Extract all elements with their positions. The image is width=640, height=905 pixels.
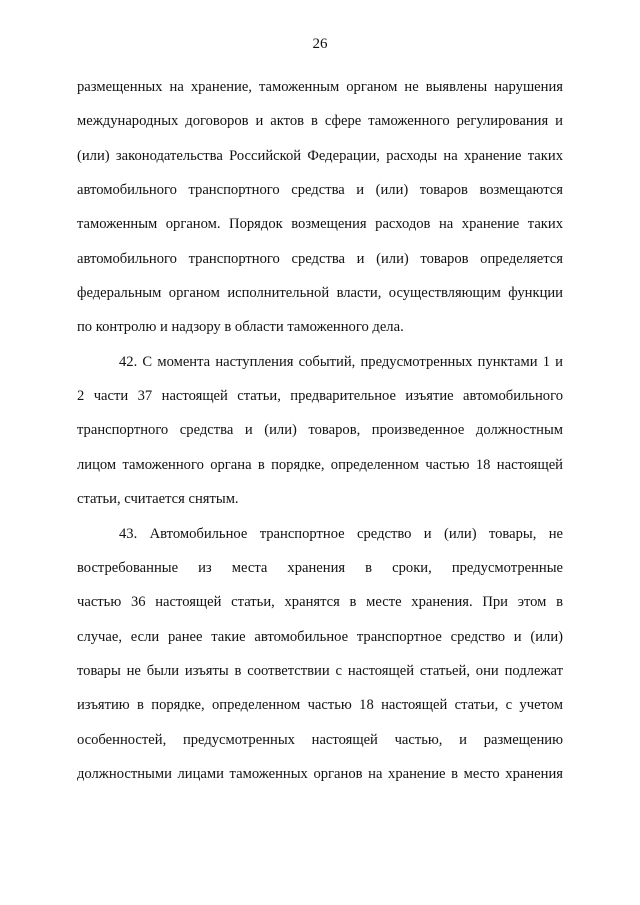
text-line: международных договоров и актов в сфере таможенного регулирования и [77, 113, 563, 129]
text-line: лицом таможенного органа в порядке, определенном частью 18 настоящей [77, 457, 563, 473]
text-line: транспортного средства и (или) товаров, произведенное должностным [77, 422, 563, 438]
text-line: таможенным органом. Порядок возмещения расходов на хранение таких [77, 216, 563, 232]
text-line: особенностей, предусмотренных настоящей частью, и размещению [77, 732, 563, 748]
text-line: автомобильного транспортного средства и (или) товаров возмещаются [77, 182, 563, 198]
text-line: по контролю и надзору в области таможенного дела. [77, 319, 404, 335]
text-line: случае, если ранее такие автомобильное транспортное средство и (или) [77, 629, 563, 645]
paragraph-43-first-line: 43. Автомобильное транспортное средство и (или) товары, не [119, 526, 563, 542]
text-line: товары не были изъяты в соответствии с настоящей статьей, они подлежат [77, 663, 563, 679]
text-line: изъятию в порядке, определенном частью 18 настоящей статьи, с учетом [77, 697, 563, 713]
text-line: размещенных на хранение, таможенным органом не выявлены нарушения [77, 79, 563, 95]
text-line: (или) законодательства Российской Федерации, расходы на хранение таких [77, 148, 563, 164]
paragraph-42-first-line: 42. С момента наступления событий, предусмотренных пунктами 1 и [119, 354, 563, 370]
text-line: частью 36 настоящей статьи, хранятся в месте хранения. При этом в [77, 594, 563, 610]
text-line: должностными лицами таможенных органов на хранение в место хранения [77, 766, 563, 782]
text-line: автомобильного транспортного средства и (или) товаров определяется [77, 251, 563, 267]
text-line: федеральным органом исполнительной власти, осуществляющим функции [77, 285, 563, 301]
text-line: 2 части 37 настоящей статьи, предварительное изъятие автомобильного [77, 388, 563, 404]
page-number: 26 [312, 36, 328, 52]
text-line: статьи, считается снятым. [77, 491, 239, 507]
text-line: востребованные из места хранения в сроки, предусмотренные [77, 560, 563, 576]
